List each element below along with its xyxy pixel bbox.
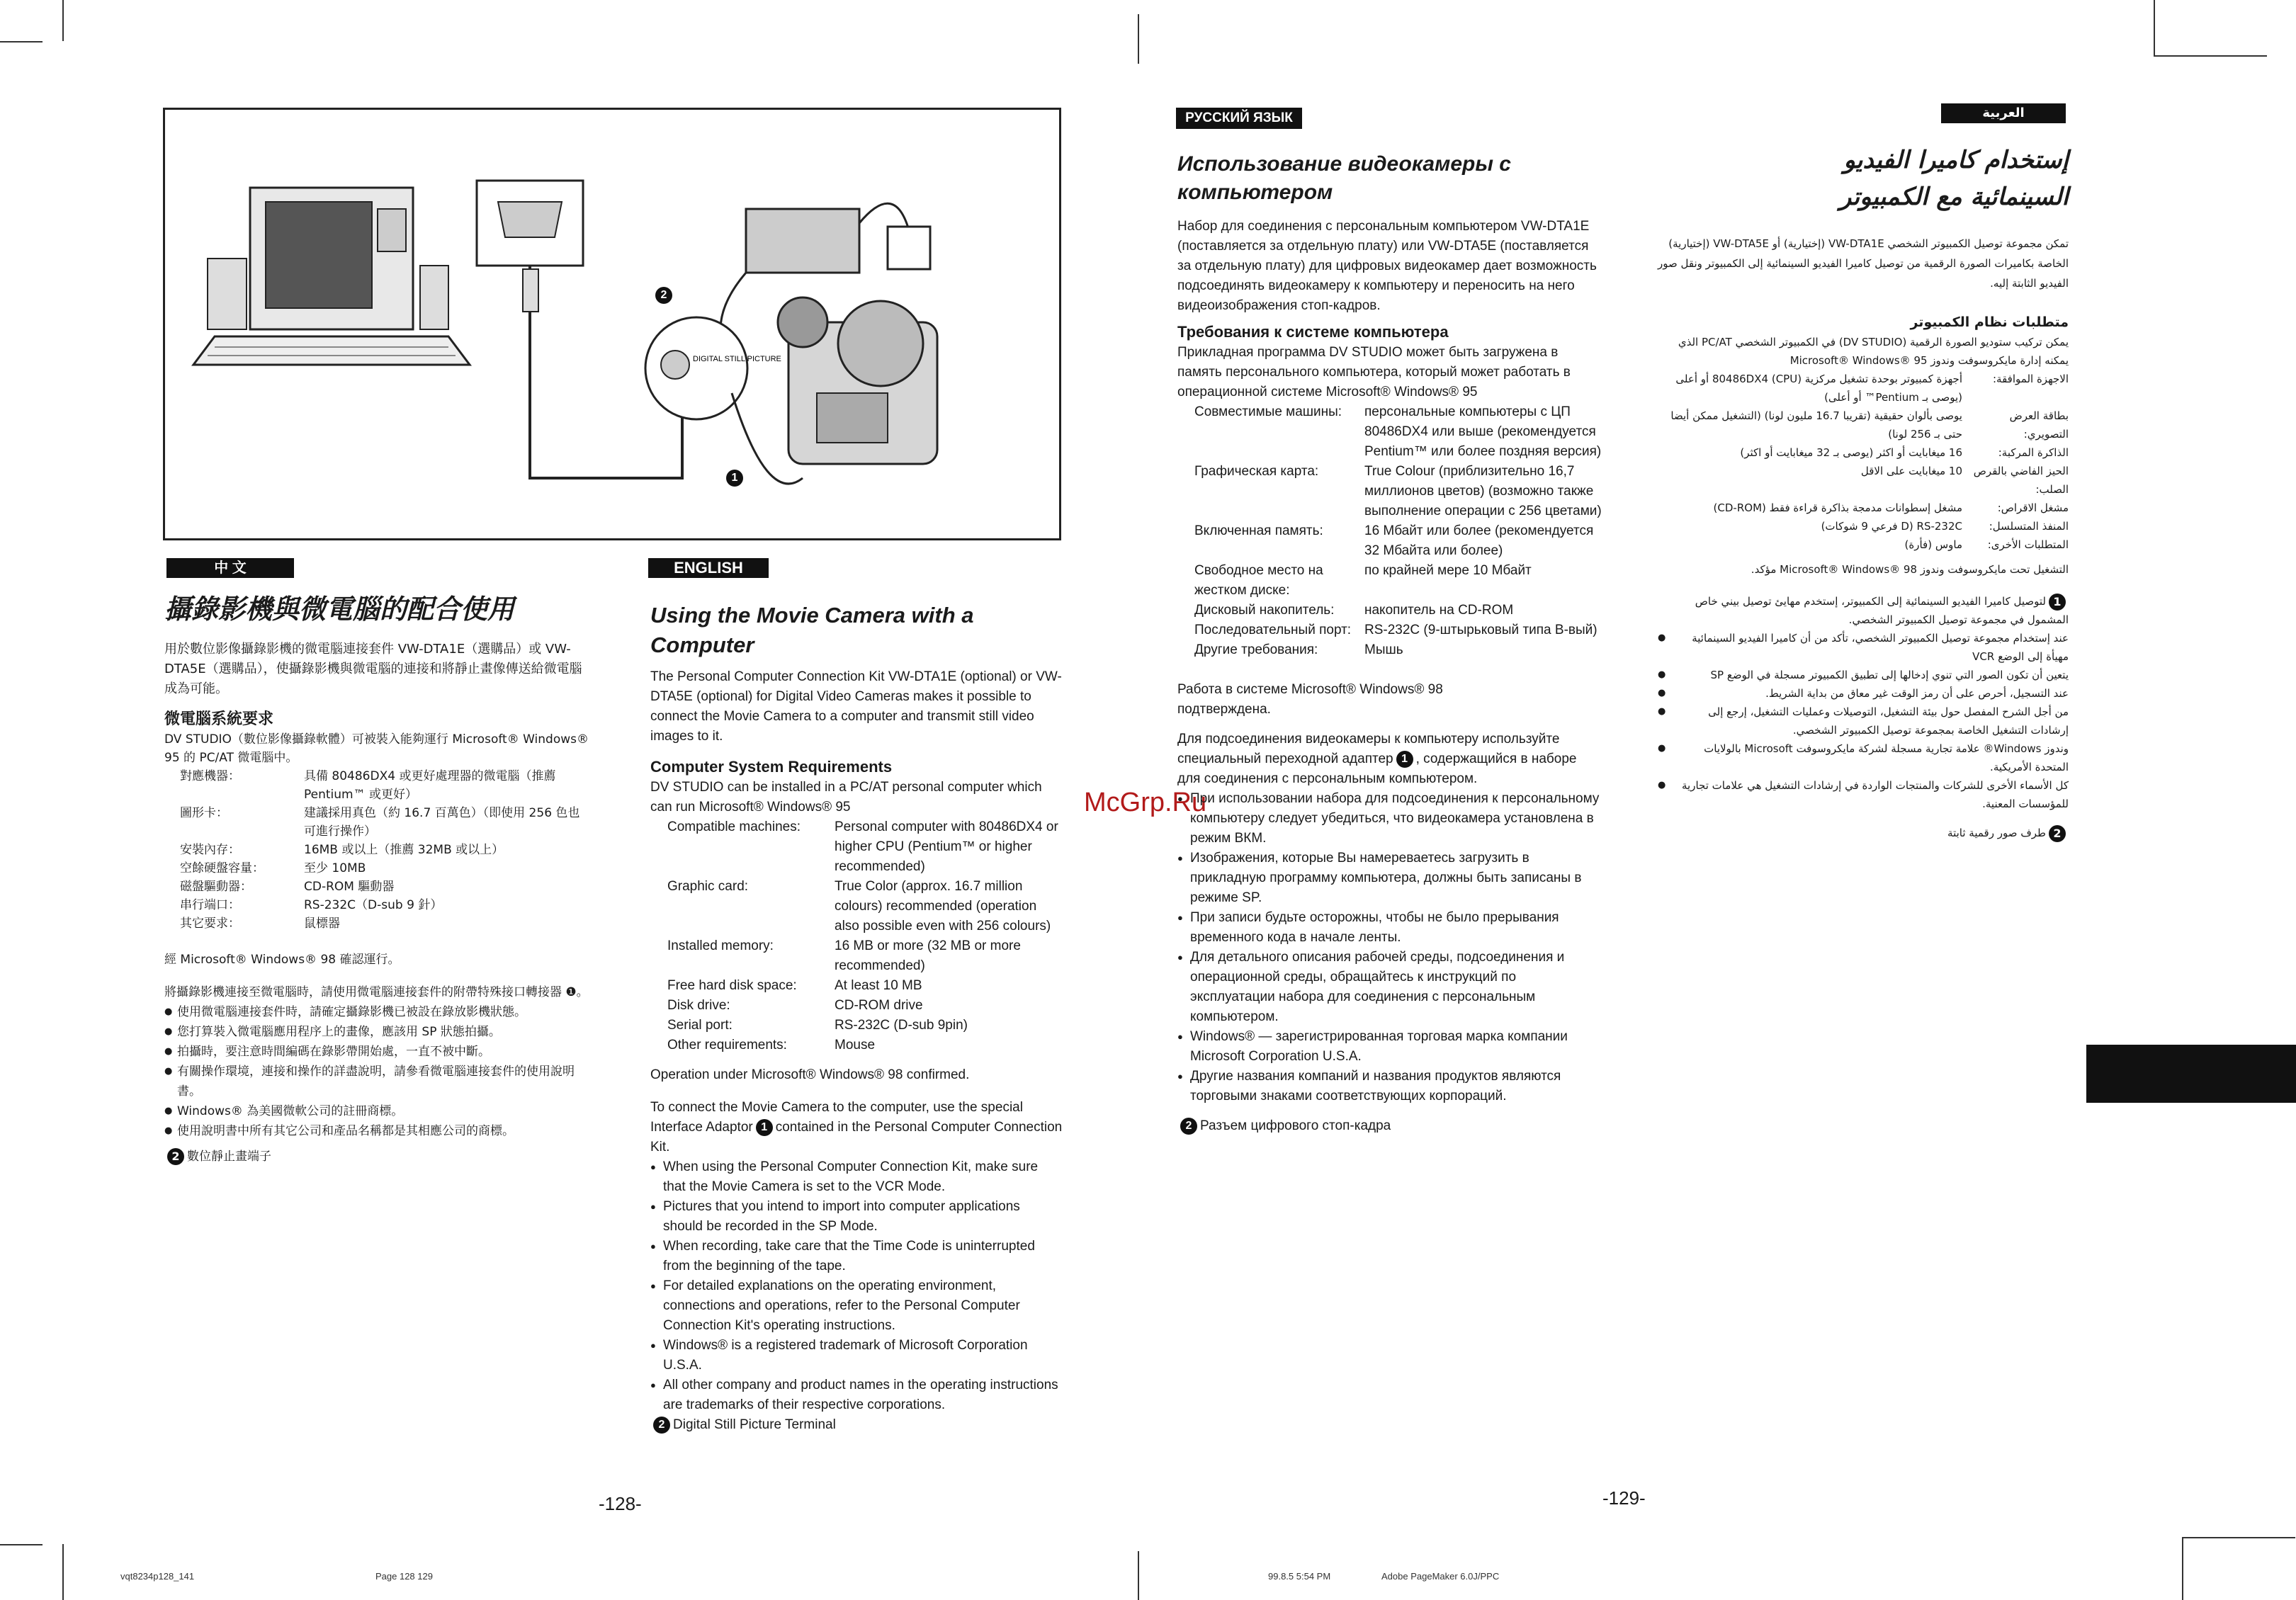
spec-value: Personal computer with 80486DX4 or higher CPU (Pentium™ or higher recommended) [835, 819, 1058, 874]
crop-mark [2154, 55, 2267, 57]
list-item: ● 有關操作環境，連接和操作的詳盡說明，請參看微電腦連接套件的使用說明書。 [164, 1062, 589, 1101]
arabic-intro: تمكن مجموعة توصيل الكمبيوتر الشخصي VW-DTA1E (إختيارية) أو VW-DTA5E (إختيارية) الخاصة بكاميرات الصورة الرقمية من توصيل كاميرا الفيديو السينمائية إلى الكمبيوتر ونقل صور الفيديو الثابتة إليه. [1658, 237, 2069, 290]
arabic-tab: العربية [1941, 103, 2066, 123]
spec-value: CD-ROM drive [835, 998, 923, 1013]
crop-mark [0, 41, 43, 42]
spec-value: 16 ميغابايت أو اكثر (يوصى بـ 32 ميغابايت أو اكثر) [1740, 446, 1962, 459]
russian-spec-table [1194, 402, 1602, 660]
english-connect [650, 1098, 1063, 1157]
spec-value: RS-232C (9-штырьковый типа B-вый) [1364, 623, 1597, 637]
footnote-number: 2 [167, 1148, 184, 1165]
list-item: ● При использовании набора для подсоединения к персональному компьютеру следует убедиться, что видеокамера установлена в режим ВКМ. [1177, 789, 1602, 849]
arabic-req-heading: متطلبات نظام الكمبيوتر [1910, 314, 2069, 330]
spec-label: 對應機器： [180, 769, 240, 783]
english-intro: The Personal Computer Connection Kit VW-DTA1E (optional) or VW-DTA5E (optional) for Digital Video Cameras makes it possible to connect the Movie Camera to a computer and transmit still video images to it. [650, 669, 1062, 744]
english-bullets [650, 1157, 1063, 1415]
spec-value: True Colour (приблизительно 16,7 миллионов цветов) (возможно также выполнение операции с 256 цветами) [1364, 464, 1602, 518]
spec-value: Мышь [1364, 642, 1403, 657]
arabic-column [1658, 142, 2069, 843]
adaptor-number: 1 [756, 1119, 773, 1136]
spec-value: مشغل إسطوانات مدمجة بذاكرة قراءة فقط (CD-ROM) [1713, 501, 1962, 514]
table-row [667, 1036, 1063, 1055]
crop-mark [62, 0, 64, 41]
spec-label: المنفذ المتسلسل: [1989, 520, 2069, 533]
spec-label: Disk drive: [667, 998, 730, 1013]
table-row [1194, 462, 1602, 521]
russian-confirmed: Работа в системе Microsoft® Windows® 98 подтверждена. [1177, 682, 1443, 717]
russian-intro: Набор для соединения с персональным компьютером VW-DTA1E (поставляется за отдельную плату) или VW-DTA5E (поставляется за отдельную плату) для цифровых видеокамер дает возможность подсоединять видеокамеру к компьютеру и переносить на него видеоизображения стоп-кадров. [1177, 219, 1597, 313]
crop-mark [62, 1544, 64, 1600]
spec-label: Свободное место на жестком диске: [1194, 563, 1323, 598]
spec-label: 磁盤驅動器： [180, 880, 252, 894]
russian-req-heading: Требования к системе компьютера [1177, 323, 1449, 341]
russian-req-intro: Прикладная программа DV STUDIO может быть загружена в память персонального компьютера, который может работать в операционной системе Microsoft® Windows® 95 [1177, 345, 1571, 399]
spec-label: الذاكرة المركبة: [1998, 446, 2069, 459]
crop-mark [1138, 1551, 1139, 1600]
spec-label: Serial port: [667, 1018, 733, 1033]
spec-label: الاجهزة الموافقة: [1993, 373, 2069, 385]
footnote-text: 數位靜止畫端子 [187, 1150, 271, 1164]
spec-value: RS-232C（D-sub 9 針） [304, 898, 443, 912]
list-item: ● 使用說明書中所有其它公司和產品名稱都是其相應公司的商標。 [164, 1121, 589, 1141]
spec-label: بطاقة العرض التصويري: [2009, 409, 2069, 441]
spec-value: ماوس (فأرة) [1904, 538, 1962, 551]
table-row [1194, 402, 1602, 462]
arabic-confirmed: التشغيل تحت مايكروسوفت وندوز Microsoft® Windows® 98 مؤكد. [1751, 563, 2069, 576]
table-row [1658, 407, 2069, 443]
table-row [667, 936, 1063, 976]
russian-bullets [1177, 789, 1602, 1106]
table-row [1658, 443, 2069, 462]
callout-2: 2 [655, 287, 672, 304]
arabic-footnote [1658, 823, 2069, 843]
chinese-connect: 將攝錄影機連接至微電腦時，請使用微電腦連接套件的附帶特殊接口轉接器 ❶。 [164, 985, 589, 999]
spec-label: Последовательный порт: [1194, 623, 1352, 637]
chinese-req-intro: DV STUDIO（數位影像攝錄軟體）可被裝入能夠運行 Microsoft® Windows® 95 的 PC/AT 微電腦中。 [164, 732, 589, 765]
english-tab: ENGLISH [648, 558, 769, 578]
adaptor-panel-label: DIGITAL STILL PICTURE [693, 355, 781, 363]
russian-footnote [1177, 1116, 1602, 1136]
spec-value: At least 10 MB [835, 978, 922, 993]
list-item: ● من أجل الشرح المفصل حول بيئة التشغيل، التوصيلات وعمليات التشغيل، إرجع إلى إرشادات التشغيل الخاصة بمجموعة توصيل الكمبيوتر الشخصي. [1658, 703, 2069, 739]
table-row [1658, 535, 2069, 554]
footer-pages: Page 128 129 [375, 1571, 433, 1582]
table-row [1194, 601, 1602, 620]
table-row [180, 841, 589, 859]
chinese-title: 攝錄影機與微電腦的配合使用 [164, 594, 515, 625]
table-row [1658, 462, 2069, 499]
spec-value: 至少 10MB [304, 861, 366, 875]
connect-text: contained in the Personal Computer Connection Kit. [650, 1120, 1063, 1154]
spec-label: Включенная память: [1194, 523, 1323, 538]
arabic-connect [1658, 592, 2069, 629]
table-row [667, 877, 1063, 936]
table-row [667, 976, 1063, 996]
list-item: ● Windows® — зарегистрированная торговая марка компании Microsoft Corporation U.S.A. [1177, 1027, 1602, 1067]
table-row [180, 896, 589, 914]
spec-label: 串行端口： [180, 898, 240, 912]
table-row [667, 996, 1063, 1016]
spec-label: مشغل الاقراص: [1997, 501, 2069, 514]
chinese-column [164, 591, 589, 1167]
crop-mark [1138, 14, 1139, 64]
list-item: ● Изображения, которые Вы намереваетесь загрузить в прикладную программу компьютера, должны быть записаны в режиме SP. [1177, 849, 1602, 908]
list-item: ● All other company and product names in the operating instructions are trademarks of their respective corporations. [650, 1375, 1063, 1415]
table-row [180, 859, 589, 878]
list-item: ● كل الأسماء الأخرى للشركات والمنتجات الواردة في إرشادات التشغيل هي علامات تجارية للمؤسسات المعنية. [1658, 776, 2069, 813]
list-item: ● 使用微電腦連接套件時，請確定攝錄影機已被設在錄放影機狀態。 [164, 1002, 589, 1022]
spec-value: True Color (approx. 16.7 million colours) recommended (operation also possible even with 256 colours) [835, 879, 1051, 934]
footer-date: 99.8.5 5:54 PM [1268, 1571, 1331, 1582]
adaptor-number: 1 [2049, 594, 2066, 611]
arabic-title: إستخدام كاميرا الفيديو السينمائية مع الكمبيوتر [1839, 146, 2069, 211]
crop-mark [0, 1544, 43, 1545]
list-item: ● Другие названия компаний и названия продуктов являются торговыми знаками соответствующих корпораций. [1177, 1067, 1602, 1106]
crop-mark [2182, 1537, 2295, 1538]
spec-label: 圖形卡： [180, 806, 228, 820]
spec-value: 10 ميغابايت على الاقل [1860, 465, 1962, 477]
spec-label: Другие требования: [1194, 642, 1318, 657]
spec-value: 16 Мбайт или более (рекомендуется 32 Мбайта или более) [1364, 523, 1594, 558]
connect-text: To connect the Movie Camera to the computer, use the special Interface Adaptor [650, 1100, 1023, 1135]
crop-mark [2182, 1537, 2183, 1600]
spec-value: 16 MB or more (32 MB or more recommended) [835, 938, 1021, 973]
footnote-text: Разъем цифрового стоп-кадра [1200, 1118, 1391, 1133]
footnote-text: طرف صور رقمية ثابتة [1947, 827, 2046, 839]
list-item: ● Для детального описания рабочей среды, подсоединения и операционной среды, обращайтесь к инструкций по эксплуатации набора для соединения с персональным компьютером. [1177, 948, 1602, 1027]
spec-label: Other requirements: [667, 1038, 787, 1053]
spec-label: 空餘硬盤容量： [180, 861, 264, 875]
spec-value: 具備 80486DX4 或更好處理器的微電腦（推薦 Pentium™ 或更好） [304, 769, 556, 802]
connection-diagram [165, 110, 1059, 538]
list-item: ● При записи будьте осторожны, чтобы не было прерывания временного кода в начале ленты. [1177, 908, 1602, 948]
chinese-intro: 用於數位影像攝錄影機的微電腦連接套件 VW-DTA1E（選購品）或 VW-DTA5E（選購品），使攝錄影機與微電腦的連接和將靜止畫像傳送給微電腦成為可能。 [164, 642, 582, 696]
list-item: ● يتعين أن تكون الصور التي تنوي إدخالها إلى تطبيق الكمبيوتر مسجلة في الوضع SP [1658, 666, 2069, 684]
spec-value: накопитель на CD-ROM [1364, 603, 1514, 618]
table-row [667, 1016, 1063, 1036]
crop-mark [2154, 0, 2155, 57]
list-item: ● When recording, take care that the Time Code is uninterrupted from the beginning of the tape. [650, 1237, 1063, 1276]
table-row [1194, 620, 1602, 640]
table-row [1658, 370, 2069, 407]
chinese-tab: 中 文 [166, 558, 294, 578]
arabic-spec-table [1658, 370, 2069, 554]
spec-value: RS-232C (D-sub 9pin) [835, 1018, 968, 1033]
table-row [180, 804, 589, 841]
table-row [1194, 561, 1602, 601]
russian-column [1177, 150, 1602, 1136]
list-item: ● عند إستخدام مجموعة توصيل الكمبيوتر الشخصي، تأكد من أن كاميرا الفيديو السينمائية مهيأة إلى الوضع VCR [1658, 629, 2069, 666]
spec-label: 安裝內存： [180, 843, 240, 857]
page-number-right: -129- [1602, 1487, 1646, 1509]
spec-value: 16MB 或以上（推薦 32MB 或以上） [304, 843, 504, 857]
spec-label: الحيز الفاضي بالقرص الصلب: [1973, 465, 2069, 496]
footnote-number: 2 [1180, 1118, 1197, 1135]
footer-file: vqt8234p128_141 [120, 1571, 195, 1582]
footnote-text: Digital Still Picture Terminal [673, 1417, 836, 1432]
list-item: ● 您打算裝入微電腦應用程序上的畫像，應該用 SP 狀態拍攝。 [164, 1022, 589, 1042]
english-req-heading: Computer System Requirements [650, 758, 893, 776]
table-row [1658, 517, 2069, 535]
english-req-intro: DV STUDIO can be installed in a PC/AT personal computer which can run Microsoft® Windows® 95 [650, 780, 1042, 815]
list-item: ● Windows® is a registered trademark of Microsoft Corporation U.S.A. [650, 1336, 1063, 1375]
spec-value: 建議採用真色（約 16.7 百萬色）（即使用 256 色也可進行操作） [304, 806, 580, 839]
spec-value: Mouse [835, 1038, 876, 1053]
spec-value: по крайней мере 10 Мбайт [1364, 563, 1532, 578]
spec-label: Совместимые машины: [1194, 404, 1342, 419]
chinese-confirmed: 經 Microsoft® Windows® 98 確認運行。 [164, 953, 400, 967]
spec-label: 其它要求： [180, 917, 240, 931]
english-column [650, 601, 1063, 1435]
spec-label: Graphic card: [667, 879, 749, 894]
list-item: ● عند التسجيل، أحرص على أن رمز الوقت غير معاق من بداية الشريط. [1658, 684, 2069, 703]
english-confirmed: Operation under Microsoft® Windows® 98 confirmed. [650, 1067, 970, 1082]
callout-1: 1 [726, 470, 743, 487]
english-spec-table [667, 817, 1063, 1055]
list-item: ● Windows® 為美國微軟公司的註冊商標。 [164, 1101, 589, 1121]
list-item: ● For detailed explanations on the operating environment, connections and operations, refer to the Personal Computer Connection Kit's operating instructions. [650, 1276, 1063, 1336]
adaptor-number: 1 [1396, 751, 1413, 768]
chinese-spec-table [180, 767, 589, 933]
spec-label: Графическая карта: [1194, 464, 1319, 479]
list-item: ● 拍攝時，要注意時間編碼在錄影帶開始處，一直不被中斷。 [164, 1042, 589, 1062]
connect-text: Для подсоединения видеокамеры к компьютеру используйте специальный переходной адаптер [1177, 732, 1560, 766]
spec-label: Installed memory: [667, 938, 774, 953]
table-row [180, 767, 589, 804]
spec-label: Compatible machines: [667, 819, 801, 834]
footer-app: Adobe PageMaker 6.0J/PPC [1381, 1571, 1500, 1582]
chinese-footnote [164, 1147, 589, 1167]
list-item: ● Pictures that you intend to import into computer applications should be recorded in the SP Mode. [650, 1197, 1063, 1237]
spec-value: 鼠標器 [304, 917, 340, 931]
arabic-req-intro: يمكن تركيب ستوديو الصورة الرقمية (DV STUDIO) في الكمبيوتر الشخصي PC/AT الذي يمكنه إدارة مايكروسوفت وندوز Microsoft® Windows® 95 [1678, 336, 2069, 367]
chinese-req-heading: 微電腦系統要求 [164, 710, 274, 728]
english-title: Using the Movie Camera with a Computer [650, 603, 974, 657]
spec-value: персональные компьютеры с ЦП 80486DX4 или выше (рекомендуется Pentium™ или более поздняя версия) [1364, 404, 1602, 459]
connection-illustration [163, 108, 1061, 540]
spec-value: RS-232C (D فرعي 9 شوكات) [1821, 520, 1962, 533]
connect-text: , содержащийся в наборе для соединения с персональным компьютером. [1177, 751, 1577, 786]
footnote-number: 2 [653, 1417, 670, 1434]
watermark: McGrp.Ru [1084, 788, 1207, 817]
connect-text: لتوصيل كاميرا الفيديو السينمائية إلى الكمبيوتر، إستخدم مهايئ توصيل بيني خاص المشمول في مجموعة توصيل الكمبيوتر الشخصي. [1695, 595, 2069, 626]
table-row [1194, 521, 1602, 561]
table-row [1194, 640, 1602, 660]
spec-label: Дисковый накопитель: [1194, 603, 1335, 618]
russian-tab: РУССКИЙ ЯЗЫК [1176, 108, 1302, 129]
chinese-bullets [164, 1002, 589, 1141]
english-footnote [650, 1415, 1063, 1435]
spec-label: Free hard disk space: [667, 978, 797, 993]
table-row [1658, 499, 2069, 517]
page-number-left: -128- [599, 1493, 642, 1514]
spec-value: أجهزة كمبيوتر بوحدة تشغيل مركزية (CPU) 80486DX4 أو أعلى (يوصى بـ Pentium™ أو أعلى) [1675, 373, 1962, 404]
arabic-bullets [1658, 629, 2069, 813]
list-item: ● وندوز Windows® علامة تجارية مسجلة لشركة مايكروسوفت Microsoft بالولايات المتحدة الأمريكية. [1658, 739, 2069, 776]
russian-connect [1177, 730, 1602, 789]
spec-value: CD-ROM 驅動器 [304, 880, 395, 894]
russian-title: Использование видеокамеры с компьютером [1177, 152, 1511, 204]
spec-value: يوصى بألوان حقيقية (تقريبا 16.7 مليون لونا) (التشغيل ممكن أيضا حتى بـ 256 لونا) [1670, 409, 1962, 441]
thumb-tab [2086, 1045, 2296, 1103]
table-row [667, 817, 1063, 877]
footnote-number: 2 [2049, 825, 2066, 842]
table-row [180, 878, 589, 896]
list-item: ● When using the Personal Computer Connection Kit, make sure that the Movie Camera is set to the VCR Mode. [650, 1157, 1063, 1197]
table-row [180, 914, 589, 933]
spec-label: المتطلبات الأخرى: [1987, 538, 2069, 551]
